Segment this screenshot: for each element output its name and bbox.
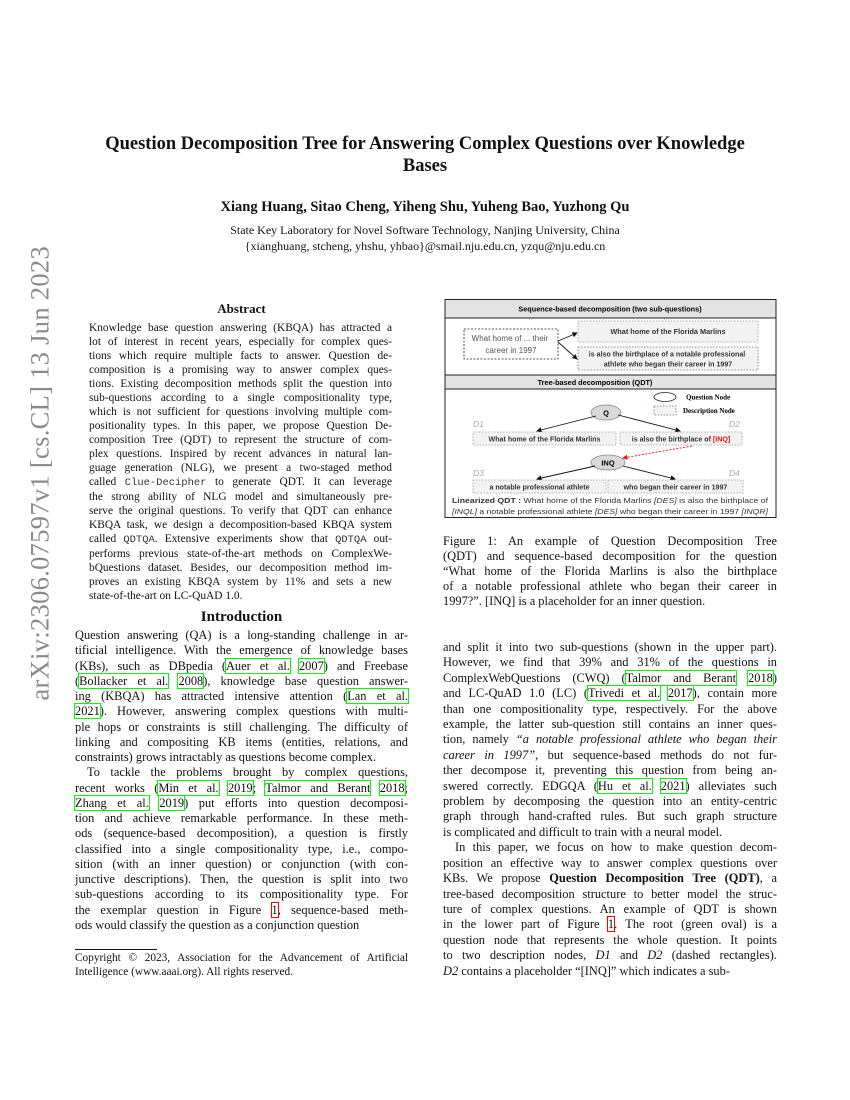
text-line bbox=[443, 964, 777, 979]
citation-link[interactable]: 2018 bbox=[379, 780, 405, 795]
text-line: graph through hand-crafted rules. But such graph structure bbox=[443, 809, 777, 824]
text-span: ). However, answering complex questions with multi- bbox=[99, 704, 408, 719]
text-span: ), contain more bbox=[692, 686, 777, 701]
text-line: lot of interest in recent years, especially for complex ques- bbox=[89, 336, 392, 348]
text-line: tion and achieve remarkable performance. In these meth- bbox=[75, 811, 408, 825]
citation-link[interactable]: 2019 bbox=[159, 795, 185, 810]
text-line bbox=[75, 903, 408, 918]
citation-link[interactable]: Talmor and Berant bbox=[265, 780, 371, 795]
text-span: QDTQA bbox=[123, 534, 155, 546]
text-span: ComplexWebQuestions (CWQ) ( bbox=[443, 670, 626, 685]
text-line: composition is a promising way to answer complex ques- bbox=[89, 364, 392, 376]
text-line bbox=[443, 871, 777, 886]
text-span: swered correctly. EDGQA ( bbox=[443, 778, 598, 793]
text-span: , but sequence-based methods do not fur- bbox=[535, 747, 777, 762]
introduction-heading: Introduction bbox=[200, 609, 283, 625]
citation-link[interactable]: 2021 bbox=[75, 704, 100, 719]
text-line bbox=[443, 748, 777, 763]
d2-text: is also the birthplace of [INQ] bbox=[631, 435, 731, 444]
citation-link[interactable]: 2007 bbox=[298, 658, 324, 673]
text-span: and bbox=[610, 948, 648, 963]
text-line: To tackle the problems brought by complex questions, bbox=[87, 765, 408, 780]
text-line: ture of complex questions. An example of QDT is shown bbox=[443, 901, 777, 916]
text-span: . The root (green oval) is a bbox=[614, 917, 777, 932]
text-line: constraints) grows intractably as questions become complex. bbox=[75, 750, 377, 764]
d4-label: D4 bbox=[729, 468, 740, 478]
text-line: linking and compositing KB items (entities, relations, and bbox=[75, 734, 408, 749]
text-span: (dashed rectangles). bbox=[662, 948, 777, 963]
text-line bbox=[75, 796, 408, 811]
legend-description-rect-icon bbox=[654, 406, 676, 415]
text-span: recent works ( bbox=[75, 780, 159, 795]
figure-1 bbox=[443, 298, 778, 520]
text-line bbox=[75, 781, 408, 796]
text-span: to two description nodes, bbox=[443, 948, 596, 963]
text-line: tificial intelligence. With the emergence of knowledge bases bbox=[75, 643, 408, 658]
text-span: ing (KBQA) has attracted intensive attention ( bbox=[75, 689, 348, 703]
text-line: proves an existing KBQA system by 11% and sets a new bbox=[89, 576, 392, 588]
seq-sub2: is also the birthplace of a notable professional athlete who began their career in 1997 bbox=[588, 350, 746, 369]
citation-link[interactable]: Zhang et al. bbox=[75, 795, 149, 810]
text-line: which is not sufficient for questions involving multiple com- bbox=[89, 406, 392, 418]
text-line: “What home of the Florida Marlins is also the birthplace bbox=[443, 564, 777, 578]
node-q-label: Q bbox=[603, 408, 609, 418]
text-line: In this paper, we focus on how to make question decom- bbox=[455, 840, 777, 855]
text-span: (KBs), such as DBpedia ( bbox=[75, 658, 226, 673]
citation-link[interactable]: 2021 bbox=[660, 778, 686, 793]
title-line: Question Decomposition Tree for Answering Complex Questions over Knowledge bbox=[105, 134, 745, 154]
legend-description-label: Description Node bbox=[683, 407, 735, 415]
text-line: composition Tree (QDT) to represent the structure of com- bbox=[89, 434, 392, 446]
text-span: ) and Freebase bbox=[323, 658, 408, 673]
text-span: ) alleviates such bbox=[685, 778, 777, 793]
text-line: Intelligence (www.aaai.org). All rights reserved. bbox=[75, 966, 294, 978]
text-line: and split it into two sub-questions (shown in the upper part). bbox=[443, 640, 777, 654]
text-line: Copyright © 2023, Association for the Advancement of Artificial bbox=[75, 952, 408, 964]
figure-ref-link[interactable]: 1 bbox=[607, 917, 615, 932]
text-span: out- bbox=[366, 533, 392, 545]
text-span bbox=[660, 686, 668, 700]
text-line: Figure 1: An example of Question Decomposition Tree bbox=[443, 534, 777, 548]
text-span: called bbox=[89, 533, 124, 545]
abstract-heading: Abstract bbox=[217, 301, 266, 316]
abstract-body bbox=[89, 321, 392, 603]
text-line: question node that represents the whole question. It points bbox=[443, 932, 777, 947]
text-span: ; bbox=[252, 780, 266, 795]
citation-link[interactable]: Lan et al. bbox=[347, 689, 408, 703]
citation-link[interactable]: 2017 bbox=[667, 686, 693, 701]
text-line: plex questions. Inspired by recent advances in natural lan- bbox=[89, 448, 392, 460]
figure-ref-link[interactable]: 1 bbox=[271, 902, 278, 917]
text-span: ) bbox=[772, 670, 777, 685]
footnote-rule bbox=[75, 949, 157, 950]
text-line bbox=[443, 917, 777, 932]
affiliation-name: State Key Laboratory for Novel Software Technology, Nanjing University, China bbox=[230, 223, 620, 237]
text-line: tree-based decomposition structure to better model the struc- bbox=[443, 886, 777, 901]
text-line: junctive descriptions). Then, the question is split into two bbox=[75, 872, 408, 886]
text-span: tion, namely bbox=[443, 732, 516, 747]
title-line: Bases bbox=[402, 156, 448, 176]
text-line: KBQA task, we design a decomposition-based KBQA system bbox=[89, 519, 392, 531]
text-span: D2 bbox=[443, 963, 459, 978]
text-span: to generate QDT. It can leverage bbox=[206, 476, 393, 488]
text-line bbox=[443, 671, 777, 686]
text-line: ther decompose it, preventing this question from being an- bbox=[443, 763, 777, 778]
text-span: and LC-QuAD 1.0 (LC) ( bbox=[443, 686, 589, 701]
citation-link[interactable]: 2008 bbox=[178, 673, 204, 688]
seq-question-text: What home of ... their career in 1997 bbox=[471, 334, 549, 355]
text-line bbox=[75, 659, 408, 674]
text-span: , a bbox=[759, 871, 777, 886]
right-column-body bbox=[443, 640, 777, 979]
text-line bbox=[443, 948, 777, 963]
legend-question-oval-icon bbox=[654, 393, 676, 402]
text-line bbox=[443, 686, 777, 701]
tree-header: Tree-based decomposition (QDT) bbox=[537, 378, 653, 387]
text-span bbox=[370, 781, 379, 795]
citation-link[interactable]: Hu et al. bbox=[597, 778, 652, 793]
text-span: D1 bbox=[595, 948, 611, 963]
citation-link[interactable]: Bollacker et al. bbox=[79, 673, 169, 688]
inq-placeholder: [INQ] bbox=[712, 435, 731, 444]
d1-text: What home of the Florida Marlins bbox=[488, 435, 601, 444]
text-line: ods would classify the question as a conjunction question bbox=[75, 917, 360, 932]
text-line bbox=[75, 689, 408, 704]
introduction-body bbox=[75, 628, 408, 933]
text-line bbox=[75, 674, 408, 689]
legend-question-label: Question Node bbox=[686, 393, 731, 402]
text-span: “a notable professional athlete who began their bbox=[515, 732, 777, 747]
d4-text: who began their career in 1997 bbox=[623, 483, 728, 492]
text-line: ple hops or constraints is still challenging. The difficulty of bbox=[75, 719, 408, 734]
text-line: example, the latter sub-question still contains an inner ques- bbox=[443, 717, 777, 732]
d3-text: a notable professional athlete bbox=[489, 483, 590, 492]
text-line: classified into a single compositionality type, i.e., compo- bbox=[75, 841, 408, 856]
text-span: ( bbox=[75, 673, 80, 688]
text-line: is complicated and difficult to train with a neural model. bbox=[443, 824, 723, 839]
text-line: state-of-the-art on LC-QuAD 1.0. bbox=[89, 590, 243, 602]
text-span: KBs. We propose bbox=[443, 871, 550, 886]
text-span bbox=[652, 779, 661, 793]
text-span bbox=[219, 781, 228, 795]
text-line: Question answering (QA) is a long-standing challenge in ar- bbox=[75, 628, 408, 642]
d3-label: D3 bbox=[473, 468, 484, 478]
text-span: the exemplar question in Figure bbox=[75, 902, 272, 917]
citation-link[interactable]: Trivedi et al. bbox=[588, 686, 661, 701]
text-line bbox=[89, 475, 392, 490]
text-line bbox=[443, 732, 777, 747]
figure-caption bbox=[443, 534, 777, 609]
text-span: ), knowledge base question answer- bbox=[203, 673, 408, 688]
text-line: than one compositionality type, respectively. For the above bbox=[443, 701, 777, 716]
author-list: Xiang Huang, Sitao Cheng, Yiheng Shu, Yuheng Bao, Yuzhong Qu bbox=[220, 199, 630, 215]
text-line: sub-questions according to its compositionality type. For bbox=[75, 887, 408, 902]
text-span: , sequence-based meth- bbox=[277, 902, 408, 917]
text-line: performs previous state-of-the-art methods on ComplexWe- bbox=[89, 548, 392, 560]
text-span: contains a placeholder “[INQ]” which indicates a sub- bbox=[458, 963, 730, 978]
author-emails: {xianghuang, stcheng, yhshu, yhbao}@smail.nju.edu.cn, yzqu@nju.edu.cn bbox=[244, 239, 606, 253]
citation-link[interactable]: Auer et al. bbox=[225, 658, 290, 673]
linearized-qdt-line-2: [INQL] a notable professional athlete [DES] who began their career in 1997 [INQR] bbox=[452, 508, 764, 516]
text-span: Question Decomposition Tree (QDT) bbox=[549, 871, 760, 886]
text-span bbox=[736, 671, 748, 685]
citation-link[interactable]: 2019 bbox=[227, 780, 253, 795]
text-line: 1997?”. [INQ] is a placeholder for an inner question. bbox=[443, 594, 706, 608]
citation-link[interactable]: 2018 bbox=[748, 670, 773, 685]
text-line: positionality types. In this paper, we propose Question De- bbox=[89, 420, 392, 432]
text-span: . Extensive experiments show that bbox=[154, 533, 336, 545]
text-span: ) put efforts into question decomposi- bbox=[184, 795, 408, 810]
text-line: tions. Existing decomposition methods split the question into bbox=[89, 378, 392, 390]
citation-link[interactable]: Min et al. bbox=[158, 780, 219, 795]
text-span: Clue-Decipher bbox=[124, 477, 207, 489]
text-line: sub-questions according to a single compositionality type, bbox=[89, 392, 392, 404]
text-span bbox=[168, 674, 178, 688]
text-line: (QDT) and sequence-based decomposition for the question bbox=[443, 549, 777, 563]
text-line: problem by decomposing the question into an entity-centric bbox=[443, 794, 777, 809]
d2-label: D2 bbox=[729, 419, 740, 429]
paper-title bbox=[60, 133, 790, 177]
text-line: of a notable professional athlete who began their career in bbox=[443, 579, 777, 593]
text-line bbox=[89, 532, 392, 547]
text-line: tions which require multiple facts to answer. Question de- bbox=[89, 350, 392, 362]
text-span bbox=[290, 659, 299, 673]
text-span: called bbox=[89, 476, 125, 488]
text-line: ods (sequence-based decomposition), a question is firstly bbox=[75, 826, 408, 841]
text-line: sition (with an inner question) or conjunction (with con- bbox=[75, 856, 408, 871]
affiliation bbox=[60, 222, 790, 254]
arxiv-stamp: arXiv:2306.07597v1 [cs.CL] 13 Jun 2023 bbox=[24, 246, 55, 701]
text-span: D2 bbox=[647, 948, 663, 963]
citation-link[interactable]: Talmor and Berant bbox=[625, 670, 737, 685]
text-line: serve the original questions. To verify that QDT can enhance bbox=[89, 505, 392, 517]
text-line: position an effective way to answer complex questions over bbox=[443, 855, 777, 870]
text-line: the strong ability of NLG model and simultaneously pre- bbox=[89, 491, 392, 503]
seq-header: Sequence-based decomposition (two sub-questions) bbox=[518, 304, 702, 314]
text-span: ; bbox=[404, 780, 408, 795]
text-line: bQuestions dataset. Besides, our decomposition method im- bbox=[89, 562, 392, 574]
text-line: However, we find that 39% and 31% of the questions in bbox=[443, 655, 777, 670]
text-line: guage generation (NLG), we present a two-staged method bbox=[89, 462, 392, 474]
node-inq-label: INQ bbox=[601, 458, 615, 468]
text-span bbox=[149, 796, 160, 810]
d1-label: D1 bbox=[473, 419, 484, 429]
linearized-qdt-line-1: Linearized QDT : What home of the Florida Marlins [DES] is also the birthplace of bbox=[452, 497, 752, 505]
text-line bbox=[75, 704, 408, 719]
text-line: Knowledge base question answering (KBQA) has attracted a bbox=[89, 322, 392, 334]
text-line bbox=[443, 779, 777, 794]
text-span: career in 1997” bbox=[443, 747, 536, 762]
text-span: in the lower part of Figure bbox=[443, 917, 608, 932]
text-span: QDTQA bbox=[335, 534, 367, 546]
copyright-footnote bbox=[75, 951, 408, 979]
seq-sub1: What home of the Florida Marlins bbox=[610, 327, 726, 336]
